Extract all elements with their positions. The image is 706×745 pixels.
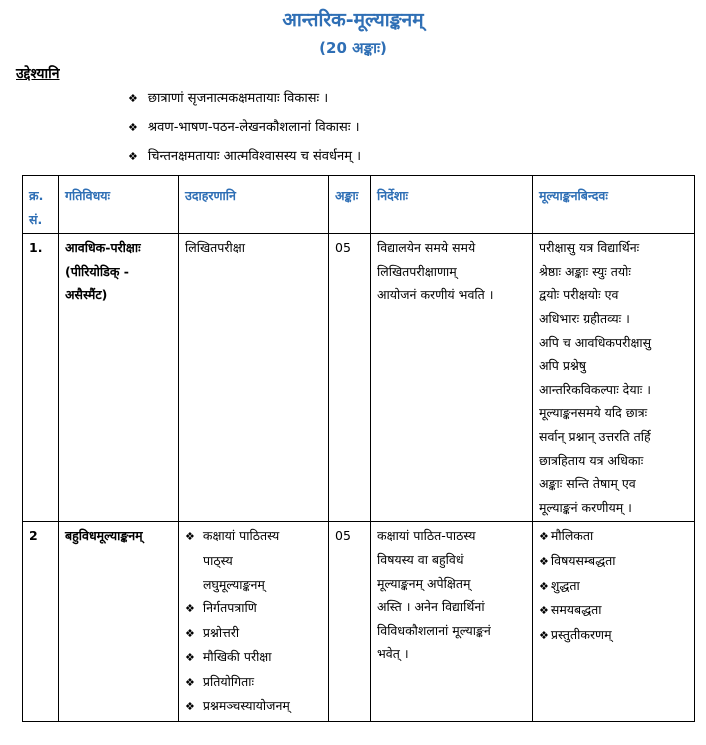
header-instructions: निर्देशाः: [371, 176, 533, 234]
header-sno: क्र. सं.: [23, 176, 59, 234]
row-sno: 1.: [23, 234, 59, 522]
row-activity: बहुविधमूल्याङ्कनम्: [59, 522, 179, 722]
diamond-bullet-icon: ❖: [539, 579, 549, 593]
row-instructions: विद्यालयेन समये समये लिखितपरीक्षाणाम् आयोजनं करणीयं भवति ।: [371, 234, 533, 522]
diamond-bullet-icon: ❖: [185, 626, 195, 640]
list-item: ❖ शुद्धता: [539, 577, 580, 593]
header-evaluation: मूल्याङ्कनबिन्दवः: [533, 176, 695, 234]
diamond-bullet-icon: ❖: [539, 554, 549, 568]
header-marks: अङ्काः: [329, 176, 371, 234]
list-item: ❖ प्रस्तुतीकरणम्: [539, 626, 612, 642]
diamond-bullet-icon: ❖: [128, 92, 138, 105]
diamond-bullet-icon: ❖: [185, 602, 195, 616]
list-item: पाठ्स्य: [203, 552, 233, 568]
row-activity: आवधिक-परीक्षाः (पीरियोडिक् - असैस्मैंट): [59, 234, 179, 522]
diamond-bullet-icon: ❖: [185, 700, 195, 714]
objective-item: ❖ चिन्तनक्षमतायाः आत्मविश्वासस्य च संवर्धनम् ।: [128, 149, 362, 164]
row-evaluation: [533, 522, 695, 722]
list-item: ❖ कक्षायां पाठितस्य: [185, 528, 280, 544]
list-item: लघुमूल्याङ्कनम्: [203, 576, 265, 592]
row-evaluation: परीक्षासु यत्र विद्यार्थिनः श्रेष्ठाः अङ्काः स्युः तयोः द्वयोः परीक्षयोः एव अधिभारः ग्रहीतव्यः । अपि च आवधिकपरीक्षासु अपि प्रश्नेषु आन्तरिकविकल्पाः देयाः । मूल्याङ्कनसमये यदि छात्रः सर्वान् प्रश्नान् उत्तरति तर्हि छात्रहिताय यत्र अधिकाः अङ्काः सन्ति तेषाम् एव मूल्याङ्कनं करणीयम् ।: [533, 234, 695, 522]
diamond-bullet-icon: ❖: [185, 675, 195, 689]
header-examples: उदाहरणानि: [179, 176, 329, 234]
row-marks: 05: [329, 234, 371, 522]
diamond-bullet-icon: ❖: [185, 651, 195, 665]
list-item: ❖ प्रतियोगिताः: [185, 673, 255, 689]
table-row: [23, 234, 695, 522]
table-header-row: [23, 176, 695, 234]
list-item: ❖ विषयसम्बद्धता: [539, 552, 616, 568]
row-instructions: कक्षायां पाठित-पाठस्य विषयस्य वा बहुविधं मूल्याङ्कनम् अपेक्षितम् अस्ति । अनेन विद्यार्थिनां विविधकौशलानां मूल्याङ्कनं भवेत् ।: [371, 522, 533, 722]
row-sno: 2: [23, 522, 59, 722]
row-example: [179, 522, 329, 722]
diamond-bullet-icon: ❖: [539, 604, 549, 618]
list-item: ❖ प्रश्नोत्तरी: [185, 624, 240, 640]
diamond-bullet-icon: ❖: [539, 530, 549, 544]
objective-item: ❖ श्रवण-भाषण-पठन-लेखनकौशलानां विकासः ।: [128, 120, 360, 135]
assessment-table: [22, 175, 695, 722]
list-item: ❖ निर्गतपत्राणि: [185, 600, 257, 616]
list-item: ❖ प्रश्नमञ्चस्यायोजनम्: [185, 698, 290, 714]
list-item: ❖ मौखिकी परीक्षा: [185, 649, 272, 665]
page-subtitle: (20 अङ्काः): [319, 39, 387, 57]
objective-item: ❖ छात्राणां सृजनात्मकक्षमतायाः विकासः ।: [128, 91, 329, 106]
diamond-bullet-icon: ❖: [128, 121, 138, 134]
diamond-bullet-icon: ❖: [185, 530, 195, 544]
diamond-bullet-icon: ❖: [128, 150, 138, 163]
diamond-bullet-icon: ❖: [539, 628, 549, 642]
objectives-heading: उद्देश्यानि: [16, 66, 60, 82]
list-item: ❖ मौलिकता: [539, 528, 594, 544]
list-item: ❖ समयबद्धता: [539, 602, 602, 618]
page-title: आन्तरिक-मूल्याङ्कनम्: [282, 9, 424, 31]
header-activity: गतिविधयः: [59, 176, 179, 234]
row-marks: 05: [329, 522, 371, 722]
table-row: [23, 522, 695, 722]
objectives-list: [128, 84, 361, 171]
row-example: लिखितपरीक्षा: [179, 234, 329, 522]
